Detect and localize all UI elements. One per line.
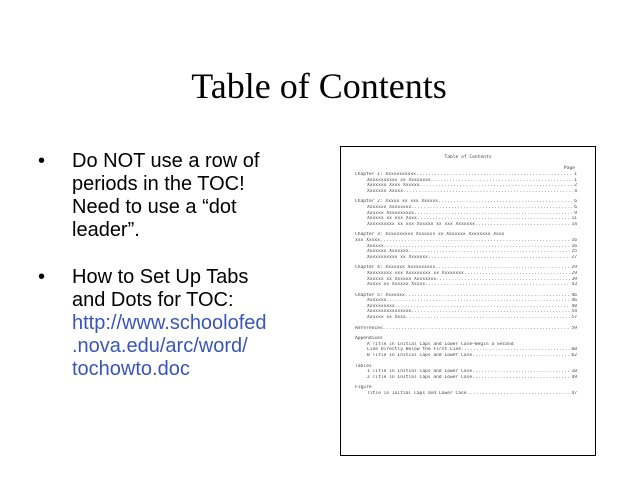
toc-row-label: Figure (355, 385, 372, 391)
toc-row-page: 46 (571, 292, 577, 298)
toc-row-label: Xxxxxxxxxxx xx Xxxxxxxx (367, 177, 431, 183)
toc-dot-leader (467, 391, 571, 397)
toc-document-image (340, 146, 596, 456)
toc-row-page: 6 (574, 199, 577, 205)
toc-row-page: 29 (571, 265, 577, 271)
toc-row-label: Xxxxxxxxxxx xx Xxxxxxx (367, 254, 428, 260)
toc-row-page: 47 (571, 391, 577, 396)
toc-row (355, 222, 577, 228)
toc-row-label: Xxxxxxxxx xxx Xxxxxxxxx xx Xxxxxxxx (367, 270, 464, 276)
toc-row-label: 1 Title in Initial Caps and Lower Case (367, 369, 473, 375)
toc-row-page: 16 (571, 237, 577, 243)
toc-row-label: Xxxxxx xx Xxxxxx Xxxxxxxx (367, 276, 437, 282)
toc-row-label: Chapter 5: Xxxxxxx (355, 292, 405, 298)
toc-dot-leader (383, 326, 571, 332)
toc-row (355, 315, 577, 321)
toc-row-label: Xxxxxx xx xxx Xxxx (367, 216, 417, 222)
toc-row-page: 16 (571, 243, 577, 249)
toc-row-label: xxx Xxxxx (355, 237, 380, 243)
toc-row-label: Xxxxxxx Xxxxxxxx (367, 204, 412, 210)
toc-row (355, 375, 577, 381)
toc-row-page: 29 (571, 270, 577, 276)
toc-row (355, 353, 577, 359)
toc-row-label: Xxxxx xx Xxxxxx Xxxxx (367, 282, 426, 288)
toc-dot-leader (472, 375, 570, 381)
toc-row-label: Line Directly Below the First Line (367, 347, 462, 353)
toc-row (355, 255, 577, 261)
toc-row-page: 60 (571, 347, 577, 353)
toc-row-label: Tables (355, 363, 372, 369)
toc-row-label: Xxxxxxx Xxxxx (367, 188, 403, 194)
toc-row-page: 57 (571, 315, 577, 321)
toc-entries (355, 172, 577, 397)
page-column-header: Page (563, 166, 575, 171)
toc-row (355, 391, 577, 397)
toc-row-page: 4 (574, 188, 577, 194)
toc-row-page: 11 (571, 216, 577, 222)
slide-title: Table of Contents (191, 66, 447, 106)
toc-row-page: 43 (571, 282, 577, 288)
toc-row-page: 49 (571, 374, 577, 380)
toc-row-page: 6 (574, 204, 577, 210)
toc-row-page: 46 (571, 298, 577, 304)
toc-row-label: A Title in Initial Caps and Lower Case—Begin a Second (367, 341, 514, 347)
document-title: Table of Contents (444, 155, 492, 160)
bullet-text: Do NOT use a row of periods in the TOC! Need to use a “dot leader”. (72, 150, 260, 241)
toc-row-label: Xxxxxx Xxxxxxxxxx (367, 210, 415, 216)
toc-row-label: Chapter 1: Xxxxxxxxxxx (355, 172, 416, 177)
toc-dot-leader (472, 353, 570, 359)
toc-row (355, 326, 577, 332)
toc-row-label: Xxxxxx (367, 243, 384, 249)
toc-row-page: 54 (571, 309, 577, 315)
toc-row-label: Chapter 3: Xxxxxxxxxx Xxxxxxx xx Xxxxxxx Xxxxxxxx Xxxx (355, 232, 505, 238)
toc-row-label: Chapter 2: Xxxxx xx xxx Xxxxxx (355, 199, 438, 205)
toc-dot-leader (406, 315, 571, 321)
bullet-item (36, 150, 336, 242)
toc-row-page: 1 (574, 172, 577, 177)
toc-row (355, 282, 577, 288)
toc-row-label: 2 Title in Initial Caps and Lower Case (367, 374, 473, 380)
toc-row-label: Xxxxxxxxxxxxxxxx (367, 309, 412, 315)
toc-row-label: Appendixes (355, 336, 383, 342)
bullet-dot-icon: • (38, 150, 46, 172)
toc-row-label: Xxxxxxxxxx (367, 303, 395, 309)
toc-row-page: 39 (571, 276, 577, 282)
toc-row-label: Xxxxxxx Xxxx Xxxxxx (367, 183, 420, 189)
toc-dot-leader (475, 222, 571, 228)
toc-row-page: 14 (571, 221, 577, 227)
toc-row-label: Xxxxxxxxxx xx xxx Xxxxxx xx xxx Xxxxxxx (367, 221, 475, 227)
toc-row-page: 62 (571, 353, 577, 359)
toc-row-page: 9 (574, 210, 577, 216)
toc-row-page: 2 (574, 183, 577, 189)
toc-row-label: Xxxxxxx (367, 298, 387, 304)
toc-row-label: Xxxxxx xx Xxxx (367, 315, 406, 321)
toc-row-label: Title in Initial Caps and Lower Case (367, 391, 467, 396)
bullet-list (36, 150, 336, 405)
toc-dot-leader (425, 282, 570, 288)
toc-row-page: 48 (571, 303, 577, 309)
toc-row (355, 189, 577, 195)
toc-row-page: 25 (571, 249, 577, 255)
bullet-dot-icon: • (38, 266, 46, 288)
toc-row-page: 10 (571, 369, 577, 375)
toc-row-page: 59 (571, 325, 577, 331)
toc-dot-leader (403, 189, 573, 195)
toc-row-page: 1 (574, 177, 577, 183)
bullet-text: How to Set Up Tabs and Dots for TOC: (72, 266, 249, 311)
toc-howto-link[interactable]: http://www.schoolofed .nova.edu/arc/word/ tochowto.doc (72, 312, 267, 380)
toc-row-label: Chapter 4: Xxxxxxx Xxxxxxxxxx (355, 265, 436, 271)
toc-row-label: Xxxxxxx Xxxxxxx (367, 249, 409, 255)
toc-row-label: References (355, 325, 383, 331)
toc-dot-leader (428, 255, 571, 261)
bullet-item (36, 266, 336, 381)
toc-row-page: 27 (571, 254, 577, 260)
toc-row-label: B Title in Initial Caps and Lower Case (367, 353, 473, 359)
